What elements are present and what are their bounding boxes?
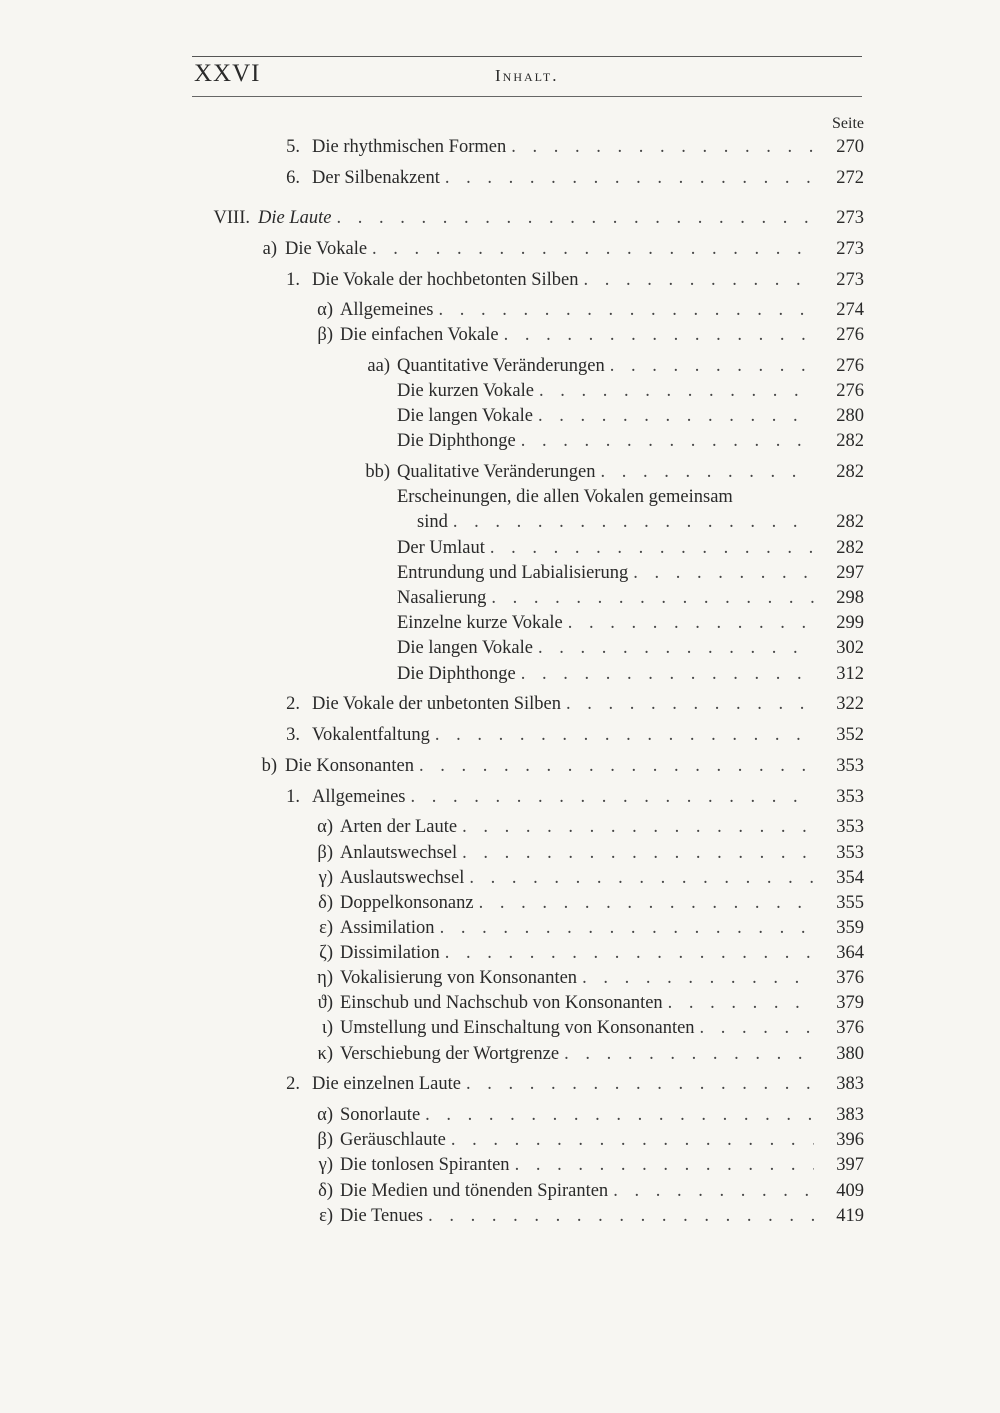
toc-entry-number: ϑ) — [317, 993, 333, 1013]
header-rule-top — [192, 56, 862, 57]
toc-entry-number: ε) — [319, 918, 333, 938]
toc-entry — [0, 1203, 864, 1229]
toc-entry-page: 353 — [836, 843, 864, 863]
toc-entry — [0, 814, 864, 840]
toc-entry-title: Die Medien und tönenden Spiranten — [340, 1181, 609, 1201]
dot-leader — [490, 535, 814, 561]
dot-leader — [538, 403, 814, 429]
toc-entry — [0, 459, 864, 485]
toc-entry-page: 409 — [836, 1181, 864, 1201]
toc-entry-page: 353 — [836, 817, 864, 837]
toc-entry-title: Doppelkonsonanz — [340, 893, 474, 913]
toc-entry-page: 353 — [836, 787, 864, 807]
toc-entry-number: ε) — [319, 1206, 333, 1226]
toc-entry-number: β) — [317, 843, 333, 863]
toc-entry-number: β) — [317, 325, 333, 345]
toc-entry-title: Die kurzen Vokale — [397, 381, 534, 401]
dot-leader — [539, 378, 814, 404]
toc-entry-title: Vokalisierung von Konsonanten — [340, 968, 578, 988]
toc-entry — [0, 378, 864, 404]
toc-entry-title: Die rhythmischen Formen — [312, 137, 507, 157]
toc-entry-title: Die tonlosen Spiranten — [340, 1155, 510, 1175]
dot-leader — [491, 585, 814, 611]
toc-entry — [0, 1178, 864, 1204]
toc-entry-page: 419 — [836, 1206, 864, 1226]
toc-entry-title: Anlautswechsel — [340, 843, 458, 863]
toc-entry — [0, 691, 864, 717]
toc-entry-page: 376 — [836, 1018, 864, 1038]
dot-leader — [453, 509, 814, 535]
toc-entry-page: 297 — [836, 563, 864, 583]
toc-entry-number: γ) — [318, 868, 333, 888]
toc-entry — [0, 585, 864, 611]
toc-entry — [0, 940, 864, 966]
toc-entry-title-continued: sind — [417, 512, 448, 532]
toc-entry-number: η) — [317, 968, 333, 988]
toc-entry-number: 5. — [286, 137, 300, 157]
dot-leader — [425, 1102, 814, 1128]
toc-entry — [0, 403, 864, 429]
toc-entry — [0, 610, 864, 636]
toc-entry-page: 282 — [836, 512, 864, 532]
toc-entry-title: Die Diphthonge — [397, 431, 516, 451]
toc-entry-number: bb) — [365, 462, 390, 482]
toc-entry — [0, 267, 864, 293]
toc-entry — [0, 428, 864, 454]
page-number: XXVI — [194, 60, 261, 87]
dot-leader — [462, 840, 814, 866]
toc-entry-page: 312 — [836, 664, 864, 684]
toc-entry — [0, 297, 864, 323]
toc-entry — [0, 205, 864, 231]
toc-entry-page: 273 — [836, 208, 864, 228]
toc-entry-page: 272 — [836, 168, 864, 188]
toc-entry-title: Die Konsonanten — [285, 756, 414, 776]
toc-entry-continuation — [0, 509, 864, 535]
dot-leader — [479, 890, 814, 916]
toc-entry — [0, 1102, 864, 1128]
dot-leader — [564, 1041, 814, 1067]
toc-entry — [0, 484, 864, 510]
toc-entry-number: 6. — [286, 168, 300, 188]
toc-entry-title: Vokalentfaltung — [312, 725, 430, 745]
toc-entry-title: Umstellung und Einschaltung von Konsonanten — [340, 1018, 695, 1038]
header-rule-bottom — [192, 96, 862, 97]
dot-leader — [445, 940, 814, 966]
toc-entry-page: 352 — [836, 725, 864, 745]
toc-entry-page: 276 — [836, 356, 864, 376]
toc-entry-page: 354 — [836, 868, 864, 888]
toc-entry-page: 380 — [836, 1044, 864, 1064]
toc-entry-number: δ) — [318, 1181, 333, 1201]
dot-leader — [419, 753, 814, 779]
dot-leader — [538, 635, 814, 661]
toc-entry-number: aa) — [367, 356, 390, 376]
dot-leader — [336, 205, 814, 231]
toc-entry-page: 282 — [836, 462, 864, 482]
toc-entry — [0, 560, 864, 586]
toc-entry-number: γ) — [318, 1155, 333, 1175]
dot-leader — [445, 165, 814, 191]
dot-leader — [610, 353, 814, 379]
toc-entry-title: Die Diphthonge — [397, 664, 516, 684]
toc-entry-page: 282 — [836, 538, 864, 558]
toc-entry-page: 282 — [836, 431, 864, 451]
toc-entry-title: Sonorlaute — [340, 1105, 421, 1125]
toc-entry-title: Die Vokale der hochbetonten Silben — [312, 270, 579, 290]
toc-entry-page: 359 — [836, 918, 864, 938]
dot-leader — [428, 1203, 814, 1229]
toc-entry-number: a) — [262, 239, 277, 259]
toc-entry-title: Allgemeines — [312, 787, 406, 807]
toc-entry-page: 379 — [836, 993, 864, 1013]
toc-entry-number: ι) — [321, 1018, 333, 1038]
toc-entry-number: 1. — [286, 270, 300, 290]
dot-leader — [435, 722, 814, 748]
toc-entry-title: Arten der Laute — [340, 817, 458, 837]
dot-leader — [511, 134, 814, 160]
toc-entry-number: ζ) — [319, 943, 333, 963]
dot-leader — [372, 236, 814, 262]
toc-entry-title: Der Silbenakzent — [312, 168, 440, 188]
toc-entry — [0, 535, 864, 561]
toc-entry — [0, 353, 864, 379]
toc-entry-number: δ) — [318, 893, 333, 913]
toc-entry-number: κ) — [317, 1044, 333, 1064]
toc-entry-title: Qualitative Veränderungen — [397, 462, 596, 482]
toc-entry-title: Nasalierung — [397, 588, 487, 608]
toc-entry-page: 396 — [836, 1130, 864, 1150]
toc-entry — [0, 1071, 864, 1097]
toc-entry — [0, 322, 864, 348]
toc-entry-title: Die Vokale — [285, 239, 368, 259]
toc-entry-title: Die Tenues — [340, 1206, 424, 1226]
toc-entry-number: β) — [317, 1130, 333, 1150]
toc-entry-number: 3. — [286, 725, 300, 745]
toc-entry-title: Verschiebung der Wortgrenze — [340, 1044, 560, 1064]
toc-entry-number: 2. — [286, 1074, 300, 1094]
toc-entry — [0, 965, 864, 991]
toc-entry — [0, 661, 864, 687]
toc-entry — [0, 753, 864, 779]
dot-leader — [521, 428, 814, 454]
toc-entry-title: Allgemeines — [340, 300, 434, 320]
toc-entry — [0, 1015, 864, 1041]
toc-entry-number: 2. — [286, 694, 300, 714]
toc-entry — [0, 1041, 864, 1067]
toc-entry — [0, 915, 864, 941]
toc-entry — [0, 165, 864, 191]
dot-leader — [583, 267, 814, 293]
toc-entry — [0, 990, 864, 1016]
running-head: Inhalt. — [495, 66, 559, 85]
toc-entry-title: Der Umlaut — [397, 538, 485, 558]
toc-entry-page: 280 — [836, 406, 864, 426]
toc-entry-title: Auslautswechsel — [340, 868, 465, 888]
toc-entry-title: Die langen Vokale — [397, 406, 533, 426]
dot-leader — [469, 865, 814, 891]
toc-entry-title: Einschub und Nachschub von Konsonanten — [340, 993, 663, 1013]
toc-entry — [0, 236, 864, 262]
toc-entry-page: 353 — [836, 756, 864, 776]
toc-entry-number: VIII. — [213, 208, 250, 228]
dot-leader — [568, 610, 814, 636]
toc-entry-page: 298 — [836, 588, 864, 608]
toc-entry-number: α) — [317, 1105, 333, 1125]
toc-entry-page: 376 — [836, 968, 864, 988]
toc-entry-page: 322 — [836, 694, 864, 714]
toc-entry-page: 274 — [836, 300, 864, 320]
toc-entry-page: 364 — [836, 943, 864, 963]
toc-entry-number: α) — [317, 300, 333, 320]
dot-leader — [451, 1127, 814, 1153]
toc-entry-page: 383 — [836, 1074, 864, 1094]
toc-entry-page: 397 — [836, 1155, 864, 1175]
toc-entry-page: 273 — [836, 239, 864, 259]
dot-leader — [668, 990, 814, 1016]
dot-leader — [566, 691, 814, 717]
toc-entry-title: Entrundung und Labialisierung — [397, 563, 629, 583]
toc-entry — [0, 722, 864, 748]
dot-leader — [521, 661, 814, 687]
toc-entry-page: 276 — [836, 325, 864, 345]
toc-entry-title: Assimilation — [340, 918, 435, 938]
toc-entry — [0, 1152, 864, 1178]
toc-entry — [0, 134, 864, 160]
toc-entry-number: 1. — [286, 787, 300, 807]
toc-entry — [0, 784, 864, 810]
dot-leader — [411, 784, 814, 810]
toc-entry-page: 302 — [836, 638, 864, 658]
dot-leader — [700, 1015, 814, 1041]
toc-entry-title: Erscheinungen, die allen Vokalen gemeinsam — [397, 487, 733, 507]
toc-entry-title: Quantitative Veränderungen — [397, 356, 605, 376]
toc-entry-page: 270 — [836, 137, 864, 157]
dot-leader — [439, 297, 814, 323]
toc-entry-page: 355 — [836, 893, 864, 913]
toc-entry-number: b) — [261, 756, 277, 776]
dot-leader — [582, 965, 814, 991]
toc-entry-title: Einzelne kurze Vokale — [397, 613, 563, 633]
dot-leader — [466, 1071, 814, 1097]
dot-leader — [613, 1178, 814, 1204]
toc-entry — [0, 890, 864, 916]
toc-entry-page: 299 — [836, 613, 864, 633]
dot-leader — [440, 915, 814, 941]
toc-entry — [0, 840, 864, 866]
toc-entry-title: Geräuschlaute — [340, 1130, 446, 1150]
toc-entry — [0, 635, 864, 661]
toc-entry-title: Die einfachen Vokale — [340, 325, 499, 345]
dot-leader — [600, 459, 814, 485]
dot-leader — [504, 322, 814, 348]
toc-entry-page: 276 — [836, 381, 864, 401]
toc-entry-page: 273 — [836, 270, 864, 290]
toc-entry-title: Dissimilation — [340, 943, 440, 963]
toc-entry — [0, 865, 864, 891]
toc-entry-page: 383 — [836, 1105, 864, 1125]
dot-leader — [462, 814, 814, 840]
toc-entry-title: Die einzelnen Laute — [312, 1074, 461, 1094]
toc-entry-title: Die Vokale der unbetonten Silben — [312, 694, 562, 714]
toc-entry-number: α) — [317, 817, 333, 837]
toc-entry-title: Die langen Vokale — [397, 638, 533, 658]
page-column-label: Seite — [832, 115, 864, 132]
dot-leader — [515, 1152, 814, 1178]
dot-leader — [633, 560, 814, 586]
toc-entry — [0, 1127, 864, 1153]
toc-entry-title: Die Laute — [258, 208, 332, 228]
